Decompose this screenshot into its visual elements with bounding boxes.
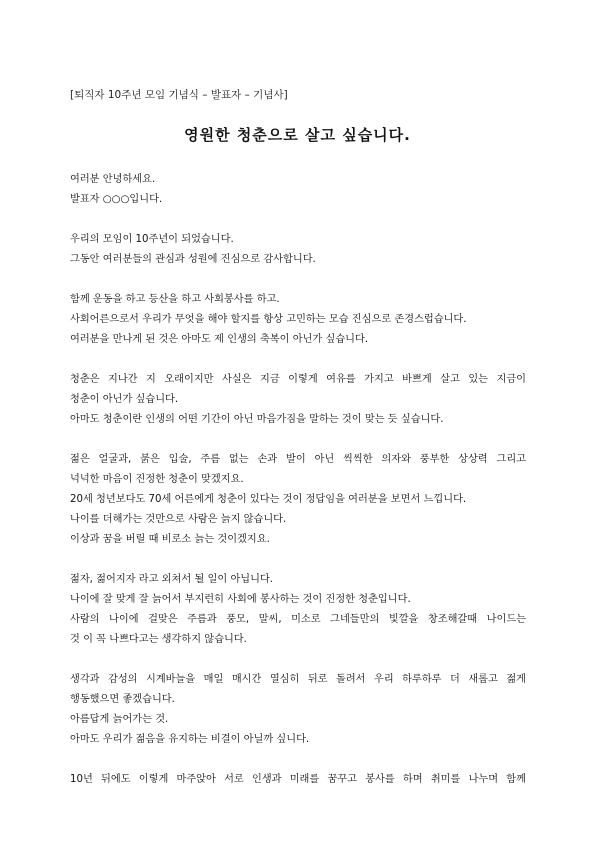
paragraph — [70, 290, 526, 350]
text-line: 나이를 더해가는 것만으로 사람은 늙지 않습니다. — [70, 514, 287, 525]
text-line: 사회어른으로서 우리가 무엇을 해야 할지를 항상 고민하는 모습 진심으로 존경스럽습니다. — [70, 314, 467, 325]
paragraph — [70, 570, 526, 650]
text-line: 아름답게 늙어가는 것. — [70, 714, 169, 725]
text-line: 것 이 꼭 나쁘다고는 생각하지 않습니다. — [70, 634, 247, 645]
text-line: 여러분을 만나게 된 것은 아마도 제 인생의 축복이 아닌가 싶습니다. — [70, 334, 369, 345]
text-line: 생각과 감성의 시계바늘을 매일 매시간 열심히 뒤로 돌려서 우리 하루하루 더 새롭고 젊게 — [70, 674, 526, 685]
paragraph — [70, 450, 526, 550]
text-line: 20세 청년보다도 70세 어른에게 청춘이 있다는 것이 정답임을 여러분을 보면서 느낍니다. — [70, 494, 467, 505]
document-body — [70, 170, 526, 810]
paragraph — [70, 230, 526, 270]
text-line: 행동했으면 좋겠습니다. — [70, 694, 175, 705]
text-line: 젊자, 젊어지자 라고 외쳐서 될 일이 아닙니다. — [70, 574, 274, 585]
text-line: 사람의 나이에 걸맞은 주름과 풍모, 말씨, 미소로 그네들만의 빛깔을 창조해갈때 나이드는 — [70, 614, 526, 625]
text-line: 젊은 얼굴과, 붉은 입술, 주름 없는 손과 발이 아닌 씩씩한 의자와 풍부한 상상력 그리고 — [70, 454, 526, 465]
text-line: 우리의 모임이 10주년이 되었습니다. — [70, 234, 234, 245]
text-line: 그동안 여러분들의 관심과 성원에 진심으로 감사합니다. — [70, 254, 316, 265]
text-line: 여러분 안녕하세요. — [70, 174, 156, 185]
text-line: 나이에 잘 맞게 잘 늙어서 부지런히 사회에 봉사하는 것이 진정한 청춘입니다. — [70, 594, 411, 605]
document-title: 영원한 청춘으로 살고 싶습니다. — [184, 126, 411, 144]
document-header: [퇴직자 10주년 모임 기념식 – 발표자 – 기념사] — [70, 89, 288, 101]
paragraph — [70, 770, 526, 790]
paragraph — [70, 170, 526, 210]
text-line: 청춘이 아닌가 싶습니다. — [70, 394, 179, 405]
text-line: 아마도 청춘이란 인생의 어떤 기간이 아닌 마음가짐을 말하는 것이 맞는 듯 싶습니다. — [70, 414, 444, 425]
text-line: 아마도 우리가 젊음을 유지하는 비결이 아닐까 싶니다. — [70, 734, 310, 745]
text-line: 함께 운동을 하고 등산을 하고 사회봉사를 하고. — [70, 294, 280, 305]
text-line: 넉넉한 마음이 진정한 청춘이 맞겠지요. — [70, 474, 244, 485]
text-line: 발표자 ○○○입니다. — [70, 194, 163, 205]
text-line: 청춘은 지나간 지 오래이지만 사실은 지금 이렇게 여유를 가지고 바쁘게 살고 있는 지금이 — [70, 374, 526, 385]
text-line: 10년 뒤에도 이렇게 마주앉아 서로 인생과 미래를 꿈꾸고 봉사를 하며 취미를 나누며 함께 — [70, 774, 526, 785]
paragraph — [70, 370, 526, 430]
text-line: 이상과 꿈을 버릴 때 비로소 늙는 것이겠지요. — [70, 534, 270, 545]
paragraph — [70, 670, 526, 750]
